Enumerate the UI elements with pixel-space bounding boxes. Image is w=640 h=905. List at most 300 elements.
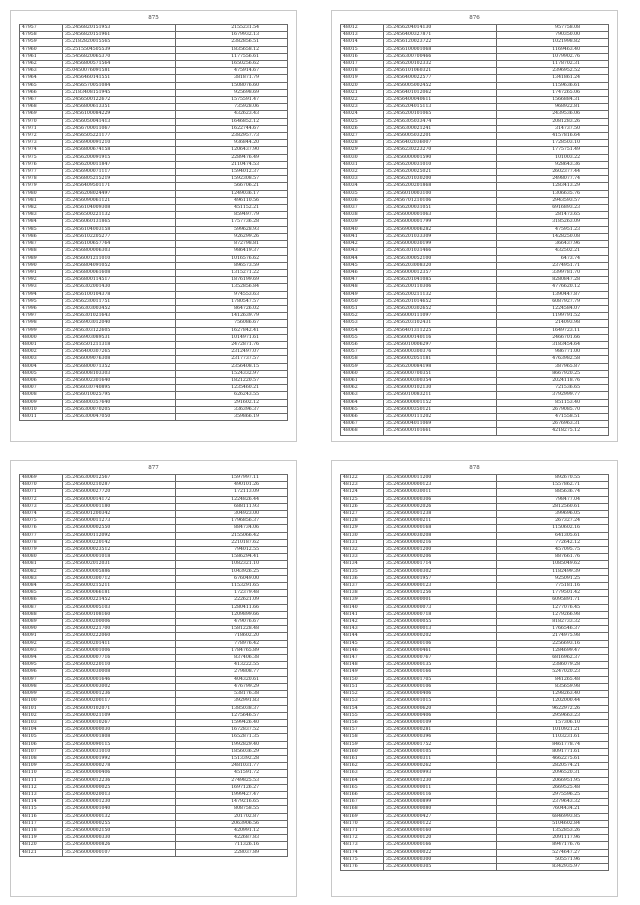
table-row xyxy=(20,183,288,190)
table-row xyxy=(341,655,609,662)
code-cell: 35.2456000000202 xyxy=(384,633,497,640)
row-id-cell: 48134 xyxy=(341,561,384,568)
row-id-cell: 48154 xyxy=(341,705,384,712)
amount-cell: 2820574.21 xyxy=(497,763,609,770)
code-cell: 35.2456000007716 xyxy=(63,655,176,662)
row-id-cell: 48074 xyxy=(20,511,63,518)
amount-cell: 304923.00 xyxy=(176,511,288,518)
code-cell: 35.2456000001018 xyxy=(63,554,176,561)
code-cell: 35.2456000000427 xyxy=(384,813,497,820)
code-cell: 35.2456000000826 xyxy=(63,842,176,849)
row-id-cell: 47973 xyxy=(20,140,63,147)
table-row xyxy=(20,413,288,420)
amount-cell: 2382957.73 xyxy=(176,133,288,140)
code-cell: 35.2456000000255 xyxy=(63,820,176,827)
row-id-cell: 47998 xyxy=(20,320,63,327)
code-cell: 35.2456300052100 xyxy=(384,255,497,262)
amount-cell: 8091771.61 xyxy=(497,748,609,755)
amount-cell: 1835658.12 xyxy=(176,46,288,53)
row-id-cell: 48092 xyxy=(20,640,63,647)
code-cell: 35.2456201033309 xyxy=(384,233,497,240)
code-cell: 35.2456200110306 xyxy=(384,284,497,291)
table-row xyxy=(20,611,288,618)
row-id-cell: 48030 xyxy=(341,154,384,161)
row-id-cell: 48075 xyxy=(20,518,63,525)
table-row xyxy=(20,406,288,413)
code-cell: 35.2456800357640 xyxy=(63,399,176,406)
code-cell: 35.2456204014130 xyxy=(384,25,497,32)
amount-cell: 1747265.06 xyxy=(497,89,609,96)
row-id-cell: 47995 xyxy=(20,298,63,305)
amount-cell: 1103231.61 xyxy=(497,734,609,741)
table-row xyxy=(341,604,609,611)
row-id-cell: 48067 xyxy=(341,421,384,428)
amount-cell: 1235460.21 xyxy=(176,385,288,392)
amount-cell: 538176.38 xyxy=(176,691,288,698)
amount-cell: 432502.21 xyxy=(497,248,609,255)
table-row xyxy=(20,734,288,741)
code-cell: 35.2456002012031 xyxy=(63,561,176,568)
amount-cell: 974553.63 xyxy=(176,291,288,298)
code-cell: 35.2456000000160 xyxy=(384,827,497,834)
table-row xyxy=(341,475,609,482)
table-row xyxy=(20,669,288,676)
code-cell: 35.2456000000120 xyxy=(384,835,497,842)
code-cell: 35.2456000000135 xyxy=(384,662,497,669)
table-row xyxy=(341,503,609,510)
amount-cell: 1079902.76 xyxy=(497,53,609,60)
table-row xyxy=(20,640,288,647)
table-row xyxy=(341,705,609,712)
amount-cell: 1775751.49 xyxy=(497,147,609,154)
table-row xyxy=(20,619,288,626)
code-cell: 35.2456401311225 xyxy=(384,327,497,334)
amount-cell: 2289476.49 xyxy=(176,154,288,161)
code-cell: 35.2456100104378 xyxy=(63,291,176,298)
code-cell: 35.2456000001063 xyxy=(384,212,497,219)
amount-cell: 835659.98 xyxy=(497,683,609,690)
amount-cell: 404320.61 xyxy=(176,676,288,683)
table-row xyxy=(20,298,288,305)
amount-cell: 8182733.32 xyxy=(497,619,609,626)
code-cell: 35.2456000000206 xyxy=(384,554,497,561)
table-row xyxy=(20,511,288,518)
amount-cell: 1385038.37 xyxy=(176,705,288,712)
table-row xyxy=(20,835,288,842)
code-cell: 35.2456900071117 xyxy=(63,169,176,176)
table-row xyxy=(341,241,609,248)
amount-cell: 808758.55 xyxy=(176,806,288,813)
amount-cell: 2498077.74 xyxy=(497,176,609,183)
code-cell: 35.2456000300354 xyxy=(384,377,497,384)
amount-cell: 794012.55 xyxy=(176,547,288,554)
table-row xyxy=(341,626,609,633)
row-id-cell: 47972 xyxy=(20,133,63,140)
amount-cell: 7604434.21 xyxy=(497,806,609,813)
row-id-cell: 48161 xyxy=(341,755,384,762)
row-id-cell: 48129 xyxy=(341,525,384,532)
table-row xyxy=(341,161,609,168)
row-id-cell: 48010 xyxy=(20,406,63,413)
table-row xyxy=(341,46,609,53)
row-id-cell: 48135 xyxy=(341,568,384,575)
code-cell: 35.5456820065370 xyxy=(63,53,176,60)
amount-cell: 1575591.47 xyxy=(176,97,288,104)
amount-cell: 957758.08 xyxy=(497,25,609,32)
code-cell: 35.2456505221177 xyxy=(63,133,176,140)
table-row xyxy=(341,25,609,32)
table-row xyxy=(20,842,288,849)
row-id-cell: 48097 xyxy=(20,676,63,683)
table-row xyxy=(341,532,609,539)
amount-cell: 1021998.82 xyxy=(497,39,609,46)
row-id-cell: 48145 xyxy=(341,640,384,647)
table-row xyxy=(341,305,609,312)
row-id-cell: 48048 xyxy=(341,284,384,291)
amount-cell: 925091.25 xyxy=(497,575,609,582)
row-id-cell: 48076 xyxy=(20,525,63,532)
row-id-cell: 48149 xyxy=(341,669,384,676)
code-cell: 35.2456000000011 xyxy=(384,784,497,791)
row-id-cell: 47966 xyxy=(20,89,63,96)
table-row xyxy=(341,421,609,428)
code-cell: 35.2456120023722 xyxy=(384,39,497,46)
amount-cell: 1169463.40 xyxy=(497,46,609,53)
row-id-cell: 47985 xyxy=(20,226,63,233)
table-row xyxy=(341,770,609,777)
code-cell: 35.2456201041085 xyxy=(384,277,497,284)
row-id-cell: 48150 xyxy=(341,676,384,683)
table-row xyxy=(20,813,288,820)
code-cell: 35.2456000221452 xyxy=(63,597,176,604)
table-row xyxy=(20,111,288,118)
amount-cell: 222621.09 xyxy=(176,597,288,604)
code-cell: 35.2456000108160 xyxy=(63,611,176,618)
amount-cell: 1153291.65 xyxy=(176,583,288,590)
row-id-cell: 47980 xyxy=(20,190,63,197)
table-row xyxy=(341,597,609,604)
amount-cell: 1513392.28 xyxy=(176,755,288,762)
table-row xyxy=(341,125,609,132)
row-id-cell: 48077 xyxy=(20,532,63,539)
code-cell: 35.2456200011847 xyxy=(63,161,176,168)
code-cell: 35.2456000210287 xyxy=(63,482,176,489)
table-row xyxy=(20,341,288,348)
table-row xyxy=(20,590,288,597)
code-cell: 35.2456000201411 xyxy=(63,640,176,647)
amount-cell: 399696.05 xyxy=(497,511,609,518)
row-id-cell: 48033 xyxy=(341,176,384,183)
amount-cell: 936844.20 xyxy=(176,140,288,147)
table-row xyxy=(341,799,609,806)
table-row xyxy=(20,269,288,276)
amount-cell: 6473.74 xyxy=(497,255,609,262)
amount-cell: 475914.67 xyxy=(176,68,288,75)
code-cell: 35.2456000000109 xyxy=(384,719,497,726)
amount-cell: 1352853.26 xyxy=(497,827,609,834)
row-id-cell: 48112 xyxy=(20,784,63,791)
amount-cell: 1298263.40 xyxy=(497,691,609,698)
amount-cell: 172379.48 xyxy=(176,590,288,597)
table-row xyxy=(20,284,288,291)
table-row xyxy=(341,370,609,377)
table-row xyxy=(341,284,609,291)
table-row xyxy=(341,813,609,820)
row-id-cell: 47971 xyxy=(20,125,63,132)
table-row xyxy=(20,320,288,327)
row-id-cell: 48130 xyxy=(341,532,384,539)
table-row xyxy=(20,712,288,719)
table-row xyxy=(20,748,288,755)
row-id-cell: 48165 xyxy=(341,784,384,791)
code-cell: 35.2456000000311 xyxy=(384,755,497,762)
code-cell: 35.2456000066181 xyxy=(63,590,176,597)
row-id-cell: 48095 xyxy=(20,662,63,669)
row-id-cell: 48034 xyxy=(341,183,384,190)
amount-cell: 2024118.76 xyxy=(497,377,609,384)
amount-cell: 471558.51 xyxy=(497,413,609,420)
amount-cell: 1082321.10 xyxy=(176,561,288,568)
row-id-cell: 48156 xyxy=(341,719,384,726)
table-row xyxy=(341,489,609,496)
table-row xyxy=(20,327,288,334)
amount-cell: 2317737.57 xyxy=(176,356,288,363)
row-id-cell: 48055 xyxy=(341,334,384,341)
row-id-cell: 48038 xyxy=(341,212,384,219)
code-cell: 35.2456204015113 xyxy=(384,104,497,111)
row-id-cell: 48007 xyxy=(20,385,63,392)
code-cell: 35.2456900006282 xyxy=(384,226,497,233)
code-cell: 35.2456000000105 xyxy=(384,748,497,755)
row-id-cell: 48084 xyxy=(20,583,63,590)
row-id-cell: 48006 xyxy=(20,377,63,384)
row-id-cell: 47996 xyxy=(20,305,63,312)
code-cell: 35.2456203102431 xyxy=(384,320,497,327)
page-number: 878 xyxy=(469,465,480,471)
code-cell: 35.2456409501171 xyxy=(63,183,176,190)
page-878 xyxy=(331,460,618,897)
row-id-cell: 48170 xyxy=(341,820,384,827)
table-row xyxy=(20,705,288,712)
amount-cell: 841265.48 xyxy=(497,676,609,683)
amount-cell: 1043926.25 xyxy=(176,568,288,575)
amount-cell: 896573.59 xyxy=(176,262,288,269)
row-id-cell: 48059 xyxy=(341,363,384,370)
table-row xyxy=(341,827,609,834)
code-cell: 35.2456000000305 xyxy=(384,863,497,870)
row-id-cell: 48171 xyxy=(341,827,384,834)
code-cell: 35.2456000020013 xyxy=(63,791,176,798)
code-cell: 35.2456000000767 xyxy=(384,655,497,662)
amount-cell: 2155066.42 xyxy=(176,532,288,539)
table-row xyxy=(341,669,609,676)
amount-cell: 775181.16 xyxy=(497,583,609,590)
code-cell: 35.2456000023512 xyxy=(63,547,176,554)
amount-cell: 2210187.62 xyxy=(176,539,288,546)
amount-cell: 3185263.09 xyxy=(497,219,609,226)
code-cell: 35.2456000000406 xyxy=(384,691,497,698)
row-id-cell: 48035 xyxy=(341,190,384,197)
table-row xyxy=(341,698,609,705)
amount-cell: 392991.83 xyxy=(176,698,288,705)
table-row xyxy=(341,719,609,726)
table-row xyxy=(20,784,288,791)
code-cell: 35.2456100657764 xyxy=(63,241,176,248)
code-cell: 35.2456000001230 xyxy=(63,799,176,806)
table-row xyxy=(20,633,288,640)
row-id-cell: 48126 xyxy=(341,503,384,510)
row-id-cell: 47999 xyxy=(20,327,63,334)
table-row xyxy=(341,82,609,89)
row-id-cell: 48167 xyxy=(341,799,384,806)
code-cell: 35.2456300012567 xyxy=(63,475,176,482)
page-877 xyxy=(10,460,297,897)
table-row xyxy=(20,827,288,834)
row-id-cell: 47965 xyxy=(20,82,63,89)
code-cell: 35.2456000000406 xyxy=(63,770,176,777)
row-id-cell: 48148 xyxy=(341,662,384,669)
row-id-cell: 48017 xyxy=(341,61,384,68)
table-row xyxy=(20,561,288,568)
code-cell: 35.2456000001714 xyxy=(384,561,497,568)
amount-cell: 2466701.66 xyxy=(497,334,609,341)
row-id-cell: 48116 xyxy=(20,813,63,820)
row-id-cell: 48001 xyxy=(20,341,63,348)
row-id-cell: 48105 xyxy=(20,734,63,741)
code-cell: 35.2456000001015 xyxy=(384,698,497,705)
amount-cell: 1341861.24 xyxy=(497,75,609,82)
amount-cell: 711326.16 xyxy=(176,842,288,849)
table-row xyxy=(341,482,609,489)
code-cell: 35.2456800114517 xyxy=(63,277,176,284)
amount-cell: 2096520.31 xyxy=(497,770,609,777)
table-row xyxy=(20,482,288,489)
amount-cell: 1586294.41 xyxy=(176,554,288,561)
table-row xyxy=(20,626,288,633)
code-cell: 35.2456000001180 xyxy=(63,503,176,510)
code-cell: 35.2456000000166 xyxy=(384,842,497,849)
code-cell: 35.2456000000993 xyxy=(384,770,497,777)
amount-cell: 359866.19 xyxy=(176,413,288,420)
amount-cell: 1010921.21 xyxy=(497,727,609,734)
code-cell: 35.2456102205277 xyxy=(63,233,176,240)
amount-cell: 1224826.44 xyxy=(176,496,288,503)
amount-cell: 1599426.40 xyxy=(176,719,288,726)
table-row xyxy=(20,291,288,298)
row-id-cell: 48045 xyxy=(341,262,384,269)
code-cell: 35.2456402036007 xyxy=(384,140,497,147)
amount-cell: 420991.12 xyxy=(176,827,288,834)
row-id-cell: 48012 xyxy=(341,25,384,32)
amount-cell: 2110474.53 xyxy=(176,161,288,168)
code-cell: 35.2456000005103 xyxy=(63,604,176,611)
table-row xyxy=(20,770,288,777)
table-row xyxy=(341,806,609,813)
amount-cell: 2943593.57 xyxy=(497,197,609,204)
code-cell: 35.2456203008320 xyxy=(384,262,497,269)
code-cell: 35.2456010003100 xyxy=(384,190,497,197)
code-cell: 35.2456805215219 xyxy=(63,176,176,183)
amount-cell: 2679085.70 xyxy=(497,406,609,413)
row-id-cell: 48005 xyxy=(20,370,63,377)
code-cell: 35.2456000000132 xyxy=(63,813,176,820)
code-cell: 35.2456000000106 xyxy=(384,640,497,647)
code-cell: 35.2456000000406 xyxy=(384,712,497,719)
code-cell: 35.2456000000055 xyxy=(384,619,497,626)
code-cell: 35.2456002301640 xyxy=(63,377,176,384)
code-cell: 35.2456100001068 xyxy=(384,46,497,53)
code-cell: 35.2456000000620 xyxy=(384,705,497,712)
table-row xyxy=(20,691,288,698)
amount-cell: 475951.23 xyxy=(497,226,609,233)
table-row xyxy=(20,334,288,341)
code-cell: 35.2456000001230 xyxy=(384,777,497,784)
row-id-cell: 48022 xyxy=(341,97,384,104)
row-id-cell: 48036 xyxy=(341,197,384,204)
code-cell: 35.2456008103303 xyxy=(63,370,176,377)
amount-cell: 1280411.66 xyxy=(176,604,288,611)
amount-cell: 1672837.52 xyxy=(176,727,288,734)
row-id-cell: 47968 xyxy=(20,104,63,111)
code-cell: 35.2456010006297 xyxy=(384,341,497,348)
row-id-cell: 47993 xyxy=(20,284,63,291)
amount-cell: 735928.06 xyxy=(176,104,288,111)
row-id-cell: 48079 xyxy=(20,547,63,554)
table-row xyxy=(20,799,288,806)
code-cell: 35.2456500122672 xyxy=(63,97,176,104)
table-row xyxy=(20,46,288,53)
amount-cell: 8461778.74 xyxy=(497,741,609,748)
row-id-cell: 48058 xyxy=(341,356,384,363)
code-cell: 35.2456000111202 xyxy=(384,413,497,420)
row-id-cell: 47997 xyxy=(20,313,63,320)
row-id-cell: 48147 xyxy=(341,655,384,662)
table-row xyxy=(20,363,288,370)
table-row xyxy=(341,763,609,770)
table-row xyxy=(341,39,609,46)
table-row xyxy=(341,712,609,719)
table-row xyxy=(341,633,609,640)
table-row xyxy=(341,363,609,370)
table-row xyxy=(341,662,609,669)
table-row xyxy=(20,140,288,147)
data-table xyxy=(340,24,609,436)
table-row xyxy=(341,320,609,327)
code-cell: 35.2456303122605 xyxy=(63,327,176,334)
table-row xyxy=(341,539,609,546)
code-cell: 35.2456000014172 xyxy=(63,496,176,503)
code-cell: 35.2456000021109 xyxy=(63,712,176,719)
amount-cell: 1652871.35 xyxy=(176,734,288,741)
amount-cell: 2382856.51 xyxy=(176,39,288,46)
amount-cell: 2386079.28 xyxy=(497,662,609,669)
amount-cell: 1199791.52 xyxy=(497,313,609,320)
row-id-cell: 48091 xyxy=(20,633,63,640)
row-id-cell: 48060 xyxy=(341,370,384,377)
code-cell: 35.2456104003158 xyxy=(63,226,176,233)
amount-cell: 2155231.54 xyxy=(176,25,288,32)
code-cell: 35.2456200084198 xyxy=(384,363,497,370)
row-id-cell: 48157 xyxy=(341,727,384,734)
row-id-cell: 47960 xyxy=(20,46,63,53)
amount-cell: 1766546.37 xyxy=(497,626,609,633)
code-cell: 35.2456000030008 xyxy=(63,669,176,676)
row-id-cell: 47983 xyxy=(20,212,63,219)
amount-cell: 887661.76 xyxy=(497,554,609,561)
row-id-cell: 48069 xyxy=(20,475,63,482)
amount-cell: 885636.74 xyxy=(497,489,609,496)
amount-cell: 336396.37 xyxy=(176,406,288,413)
